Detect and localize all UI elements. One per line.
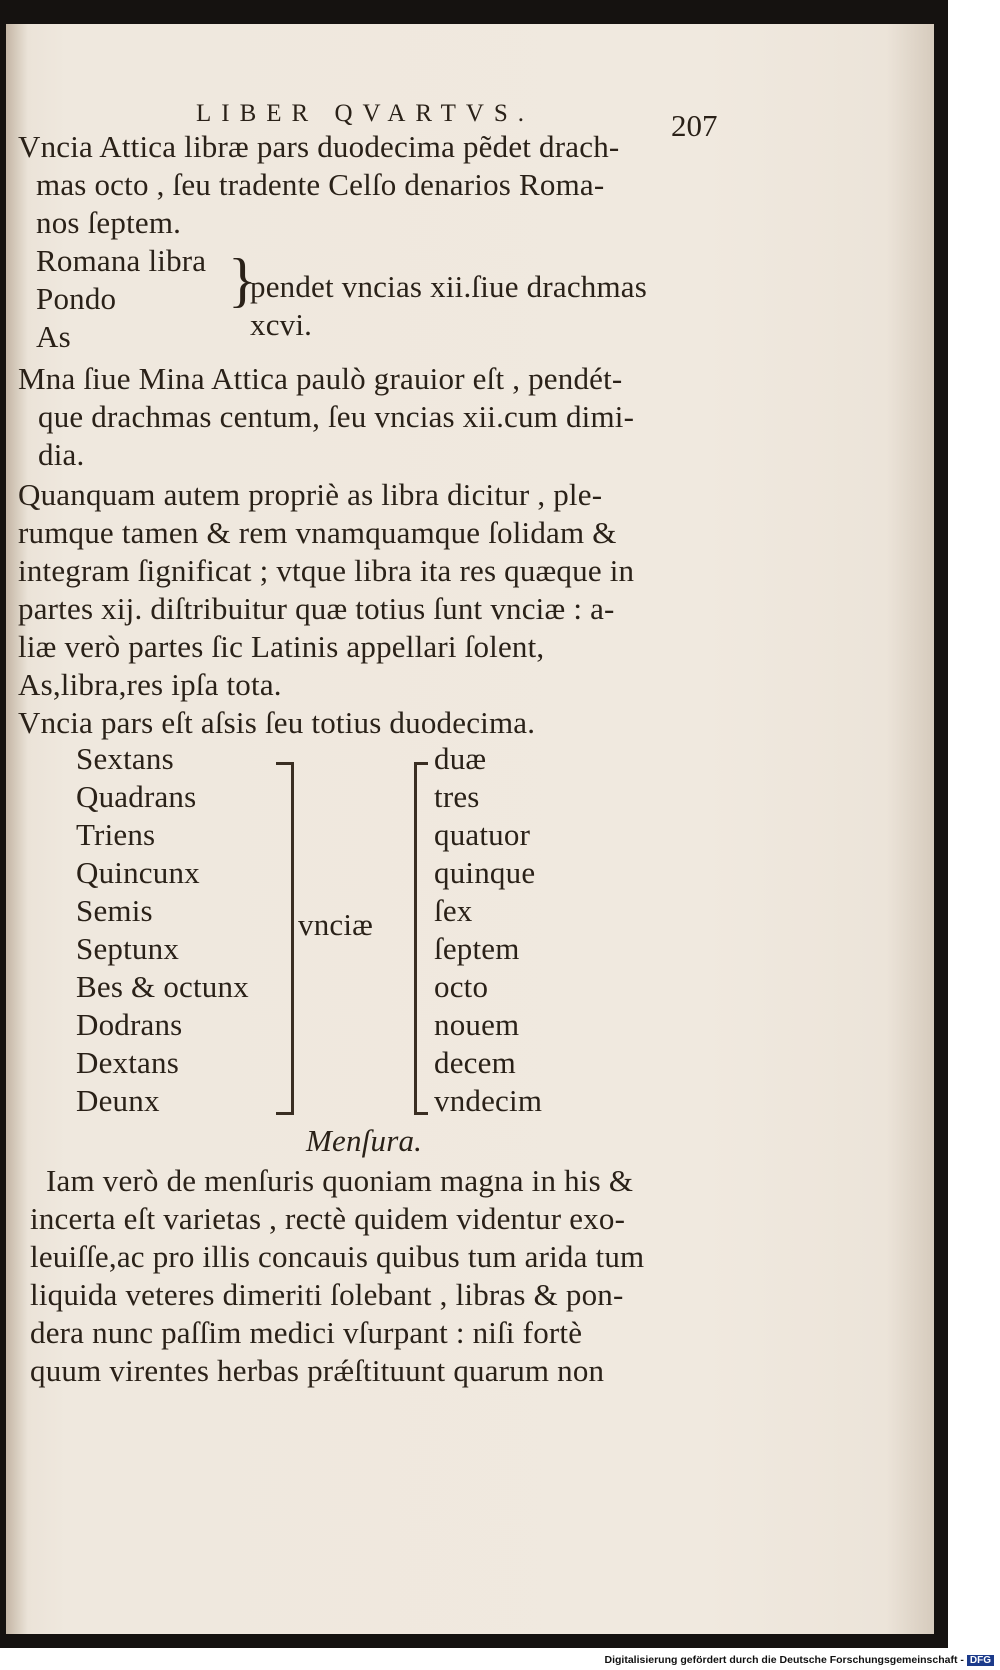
text-line: Mna ſiue Mina Attica paulò grauior eſt , pendét- <box>18 361 623 396</box>
credit-text: Digitalisierung gefördert durch die Deutsche Forschungsgemeinschaft - <box>604 1654 964 1666</box>
right-bracket <box>414 764 417 1114</box>
fraction-name: Dextans <box>76 1045 179 1080</box>
libra-name: As <box>36 319 71 354</box>
dfg-logo: DFG <box>967 1655 994 1666</box>
fraction-name: Deunx <box>76 1083 160 1118</box>
text-line: quum virentes herbas prǽſtituunt quarum non <box>30 1353 605 1388</box>
section-heading: Menſura. <box>306 1123 423 1158</box>
fraction-count: ſeptem <box>434 931 520 966</box>
text-line: Iam verò de menſuris quoniam magna in his & <box>46 1163 634 1198</box>
text-line: As,libra,res ipſa tota. <box>18 667 282 702</box>
fraction-count: duæ <box>434 741 487 776</box>
fraction-count: decem <box>434 1045 516 1080</box>
fraction-name: Dodrans <box>76 1007 183 1042</box>
text-line: mas octo , ſeu tradente Celſo denarios Roma- <box>36 167 605 202</box>
text-line: Vncia Attica libræ pars duodecima pẽdet drach- <box>18 129 620 164</box>
libra-value: pendet vncias xii.ſiue drachmas <box>250 269 648 304</box>
digitization-credit <box>605 1654 995 1666</box>
text-line: liæ verò partes ſic Latinis appellari ſolent, <box>18 629 545 664</box>
text-line: integram ſignificat ; vtque libra ita res quæque in <box>18 553 635 588</box>
text-line: que drachmas centum, ſeu vncias xii.cum dimi- <box>38 399 635 434</box>
fraction-count: quatuor <box>434 817 531 852</box>
text-line: partes xij. diſtribuitur quæ totius ſunt vnciæ : a- <box>18 591 615 626</box>
libra-value: xcvi. <box>250 307 313 342</box>
text-line: Vncia pars eſt aſsis ſeu totius duodecima. <box>18 705 536 740</box>
fraction-name: Septunx <box>76 931 180 966</box>
fraction-name: Quincunx <box>76 855 200 890</box>
fraction-count: tres <box>434 779 480 814</box>
text-line: incerta eſt varietas , rectè quidem videntur exo- <box>30 1201 626 1236</box>
fraction-count: vndecim <box>434 1083 543 1118</box>
right-brace: } <box>228 247 257 313</box>
libra-name: Pondo <box>36 281 117 316</box>
libra-name: Romana libra <box>36 243 207 278</box>
page-number: 207 <box>671 108 718 143</box>
text-line: Quanquam autem propriè as libra dicitur , ple- <box>18 477 603 512</box>
bracket-cap <box>276 762 294 765</box>
fraction-count: octo <box>434 969 489 1004</box>
bracket-cap <box>276 1112 294 1115</box>
fraction-count: quinque <box>434 855 536 890</box>
text-line: rumque tamen & rem vnamquamque ſolidam & <box>18 515 617 550</box>
fraction-name: Triens <box>76 817 156 852</box>
fraction-middle: vnciæ <box>298 907 374 942</box>
fraction-name: Quadrans <box>76 779 197 814</box>
fraction-name: Semis <box>76 893 153 928</box>
text-line: dera nunc paſſim medici vſurpant : niſi fortè <box>30 1315 583 1350</box>
text-line: nos ſeptem. <box>36 205 182 240</box>
fraction-count: nouem <box>434 1007 520 1042</box>
fraction-count: ſex <box>434 893 473 928</box>
bracket-cap <box>414 762 428 765</box>
fraction-name: Bes & octunx <box>76 969 249 1004</box>
bracket-cap <box>414 1112 428 1115</box>
book-page <box>6 24 934 1634</box>
running-header: LIBER QVARTVS. <box>196 100 535 127</box>
text-line: dia. <box>38 437 85 472</box>
text-line: leuiſſe,ac pro illis concauis quibus tum arida tum <box>30 1239 645 1274</box>
left-bracket <box>291 764 294 1114</box>
text-line: liquida veteres dimeriti ſolebant , libras & pon- <box>30 1277 624 1312</box>
fraction-name: Sextans <box>76 741 174 776</box>
